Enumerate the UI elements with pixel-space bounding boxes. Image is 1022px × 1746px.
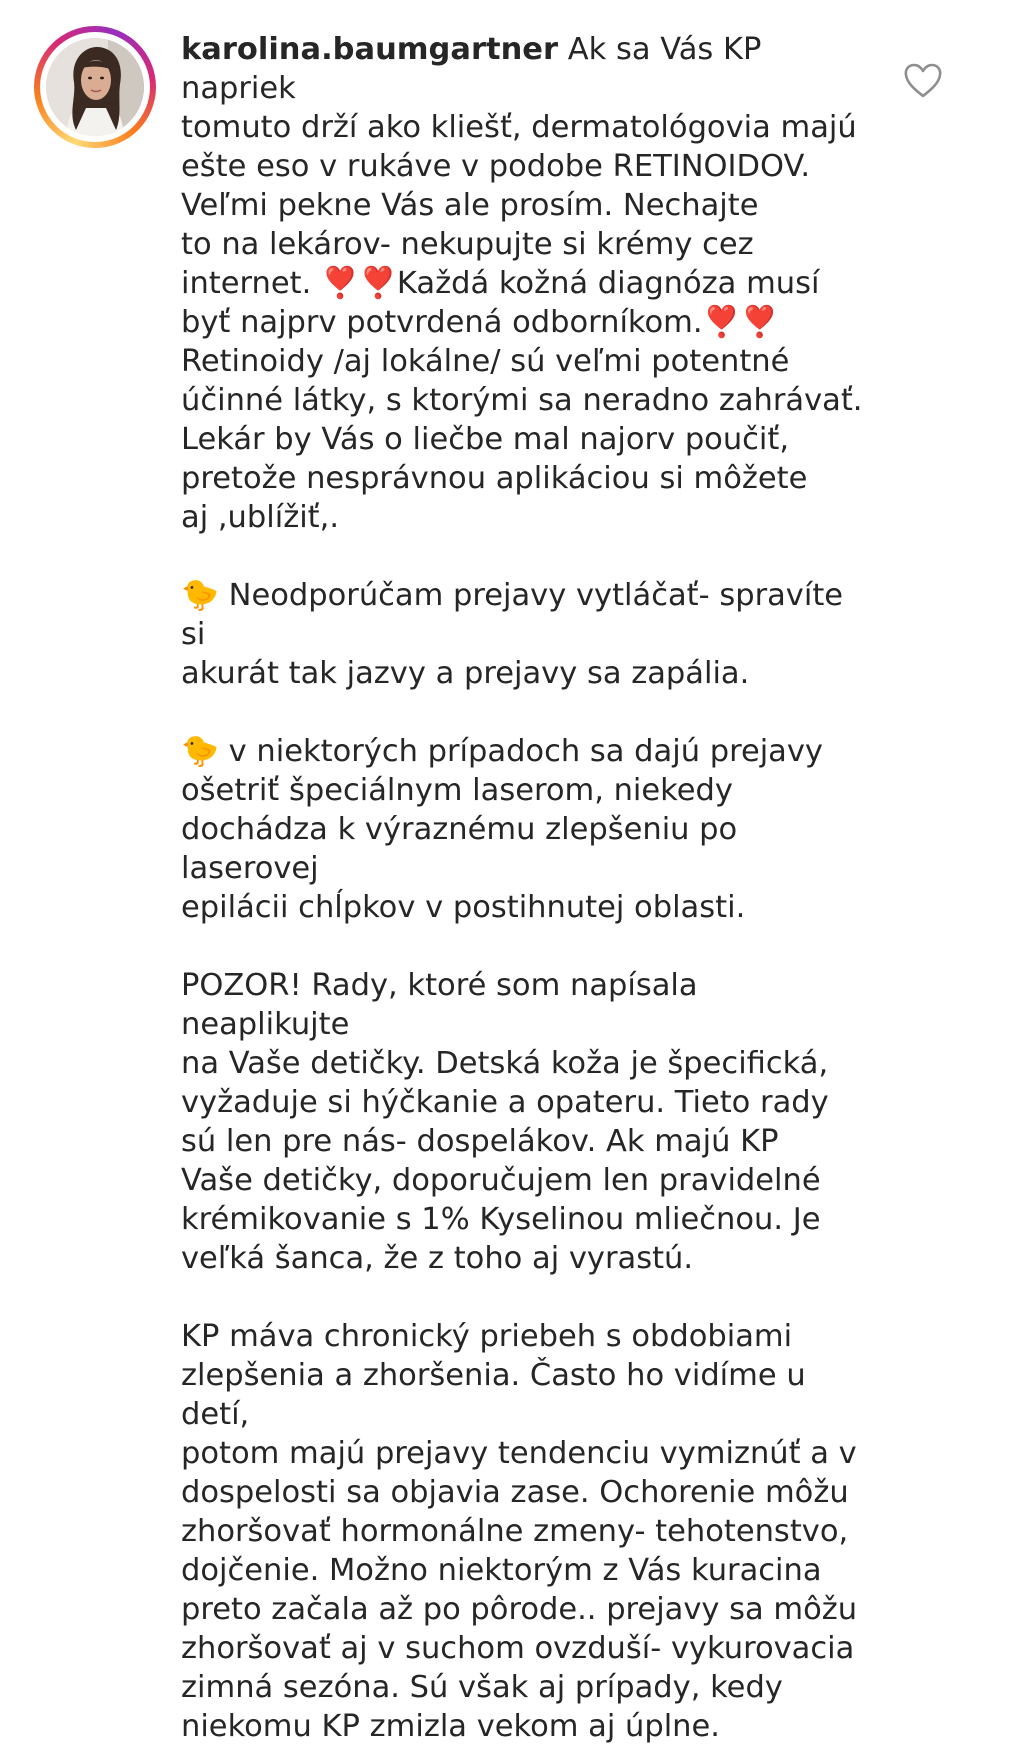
story-ring[interactable] [34,26,156,148]
comment-paragraph: POZOR! Rady, ktoré som napísala neaplikujte na Vaše detičky. Detská koža je špecifická, vyžaduje si hýčkanie a opateru. Tieto rady sú len pre nás- dospelákov. Ak majú KP Vaše detičky, doporučujem len pravidelné krémikovanie s 1% Kyselinou mliečnou. Je veľká šanca, že z toho aj vyrastú. [181,968,829,1276]
comment-paragraph: 🐤 v niektorých prípadoch sa dajú prejavy ošetriť špeciálnym laserom, niekedy dochádza k výraznému zlepšeniu po laserovej epilácii chĺpkov v postihnutej oblasti. [181,734,823,925]
heart-outline-icon[interactable] [903,62,943,100]
comment-body [181,30,871,1746]
avatar[interactable] [46,38,144,136]
comment-paragraph: KP máva chronický priebeh s obdobiami zlepšenia a zhoršenia. Často ho vidíme u detí, potom majú prejavy tendenciu vymiznúť a v dospelosti sa objavia zase. Ochorenie môžu zhoršovať hormonálne zmeny- tehotenstvo, dojčenie. Možno niektorým z Vás kuracina preto začala až po pôrode.. prejavy sa môžu zhoršovať aj v suchom ovzduší- vykurovacia zimná sezóna. Sú však aj prípady, kedy niekomu KP zmizla vekom aj úplne. [181,1319,858,1744]
comment-username[interactable]: karolina.baumgartner [181,32,559,67]
profile-photo [46,38,144,136]
comment-paragraph: 🐤 Neodporúčam prejavy vytláčať- spravíte si akurát tak jazvy a prejavy sa zapália. [181,578,844,691]
comment-paragraph: Ak sa Vás KP napriek tomuto drží ako kliešť, dermatológovia majú ešte eso v rukáve v podobe RETINOIDOV. Veľmi pekne Vás ale prosím. Nechajte to na lekárov- nekupujte si krémy cez internet. ❣️❣️Každá kožná diagnóza musí byť najprv potvrdená odborníkom.❣️❣️ Retinoidy /aj lokálne/ sú veľmi potentné účinné látky, s ktorými sa neradno zahrávať. Lekár by Vás o liečbe mal najorv poučiť, pretože nesprávnou aplikáciou si môžete aj ,ublížiť,. [181,32,863,535]
